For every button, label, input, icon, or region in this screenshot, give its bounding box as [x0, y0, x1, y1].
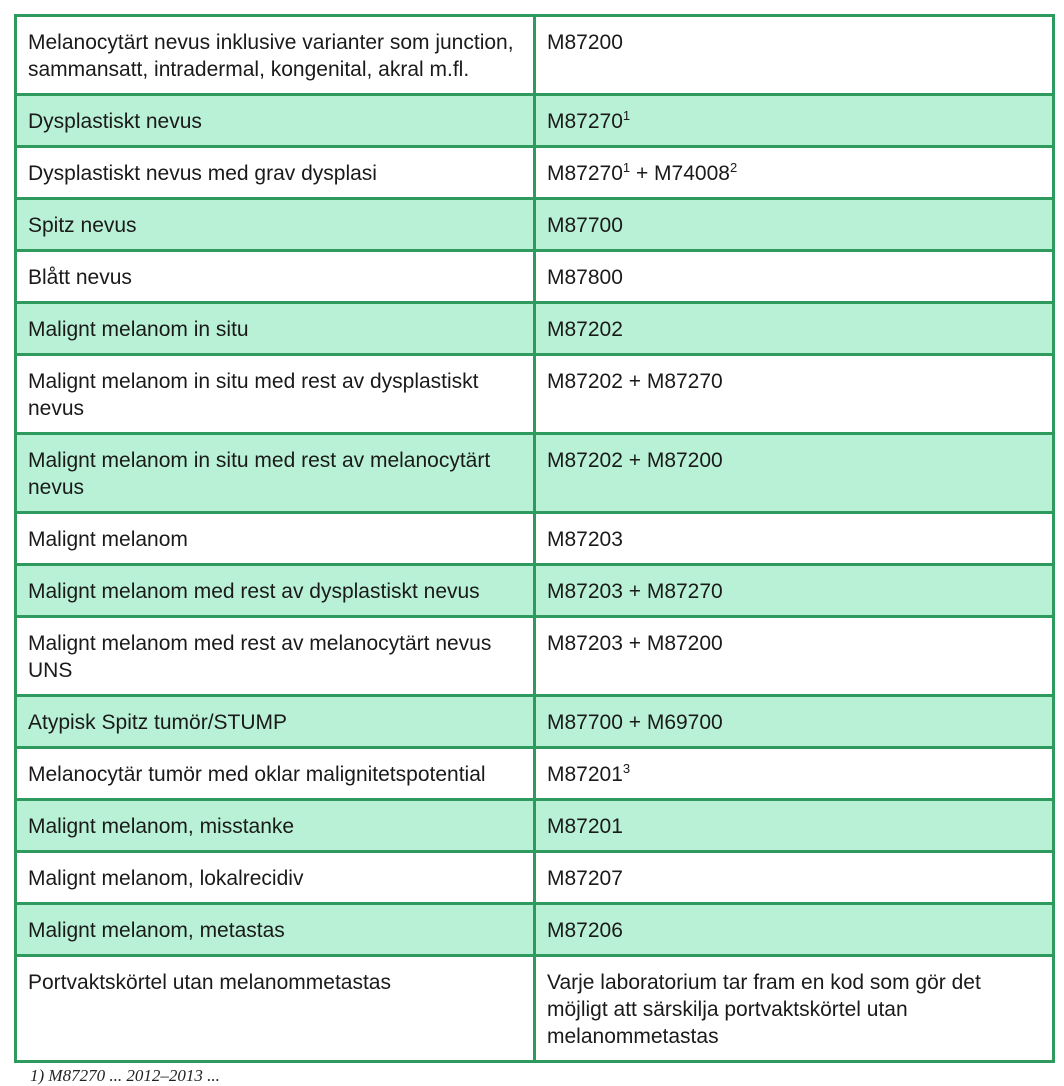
- diagnosis-text: Blått nevus: [28, 266, 132, 289]
- table-row: [16, 748, 1054, 800]
- diagnosis-cell: [16, 434, 535, 513]
- diagnosis-text: Atypisk Spitz tumör/STUMP: [28, 711, 288, 734]
- diagnosis-text: Spitz nevus: [28, 214, 137, 237]
- code-text: M87700: [547, 214, 623, 237]
- footnote-marker: 3: [622, 761, 631, 776]
- diagnosis-cell: [16, 904, 535, 956]
- code-text: M87800: [547, 266, 623, 289]
- code-text: M87202: [547, 318, 623, 341]
- diagnosis-text: Malignt melanom in situ med rest av melanocytärt nevus: [28, 449, 491, 499]
- diagnosis-cell: [16, 617, 535, 696]
- table-row: [16, 617, 1054, 696]
- table-row: [16, 565, 1054, 617]
- diagnosis-cell: [16, 565, 535, 617]
- diagnosis-cell: [16, 95, 535, 147]
- code-text: M87203: [547, 528, 623, 551]
- footnote: 1) M87270 ... 2012–2013 ...: [30, 1066, 220, 1085]
- code-cell: [535, 355, 1054, 434]
- diagnosis-text: Malignt melanom in situ: [28, 318, 249, 341]
- code-cell: [535, 16, 1054, 95]
- code-cell: [535, 565, 1054, 617]
- footnote-marker: 1: [622, 160, 631, 175]
- diagnosis-cell: [16, 696, 535, 748]
- code-cell: [535, 303, 1054, 355]
- diagnosis-cell: [16, 355, 535, 434]
- table-row: [16, 904, 1054, 956]
- table-row: [16, 355, 1054, 434]
- code-text: Varje laboratorium tar fram en kod som gör det möjligt att särskilja portvaktskörtel utan melanommetastas: [547, 971, 981, 1048]
- code-text: M87202 + M87270: [547, 370, 723, 393]
- code-cell: [535, 904, 1054, 956]
- diagnosis-text: Malignt melanom: [28, 528, 188, 551]
- code-cell: [535, 800, 1054, 852]
- diagnosis-text: Dysplastiskt nevus: [28, 110, 202, 133]
- code-cell: [535, 956, 1054, 1062]
- diagnosis-text: Melanocytär tumör med oklar malignitetspotential: [28, 763, 486, 786]
- code-cell: [535, 696, 1054, 748]
- code-text: M87201: [547, 815, 623, 838]
- diagnosis-text: Dysplastiskt nevus med grav dysplasi: [28, 162, 377, 185]
- diagnosis-text: Melanocytärt nevus inklusive varianter som junction, sammansatt, intradermal, kongenital, akral m.fl.: [28, 31, 514, 81]
- table-row: [16, 434, 1054, 513]
- table-row: [16, 513, 1054, 565]
- code-text: M87202 + M87200: [547, 449, 723, 472]
- table-row: [16, 800, 1054, 852]
- diagnosis-cell: [16, 16, 535, 95]
- diagnosis-cell: [16, 251, 535, 303]
- code-text: M87270: [547, 110, 623, 133]
- diagnosis-cell: [16, 513, 535, 565]
- diagnosis-cell: [16, 147, 535, 199]
- code-cell: [535, 147, 1054, 199]
- code-cell: [535, 852, 1054, 904]
- code-cell: [535, 617, 1054, 696]
- table-row: [16, 303, 1054, 355]
- code-text: M87206: [547, 919, 623, 942]
- diagnosis-cell: [16, 303, 535, 355]
- diagnosis-cell: [16, 800, 535, 852]
- diagnosis-text: Portvaktskörtel utan melanommetastas: [28, 971, 391, 994]
- diagnosis-text: Malignt melanom, misstanke: [28, 815, 295, 838]
- diagnosis-code-table: [14, 14, 1055, 1063]
- code-cell: [535, 748, 1054, 800]
- code-text: M87203 + M87270: [547, 580, 723, 603]
- table-row: [16, 852, 1054, 904]
- table-row: [16, 95, 1054, 147]
- diagnosis-text: Malignt melanom med rest av dysplastiskt nevus: [28, 580, 480, 603]
- diagnosis-text: Malignt melanom, metastas: [28, 919, 285, 942]
- code-cell: [535, 513, 1054, 565]
- table-row: [16, 147, 1054, 199]
- code-text: M87203 + M87200: [547, 632, 723, 655]
- diagnosis-cell: [16, 199, 535, 251]
- diagnosis-cell: [16, 748, 535, 800]
- footnote-marker: 2: [729, 160, 738, 175]
- table-row: [16, 956, 1054, 1062]
- code-text: M87201: [547, 763, 623, 786]
- diagnosis-text: Malignt melanom in situ med rest av dysplastiskt nevus: [28, 370, 479, 420]
- code-cell: [535, 95, 1054, 147]
- code-cell: [535, 199, 1054, 251]
- diagnosis-cell: [16, 956, 535, 1062]
- code-cell: [535, 251, 1054, 303]
- footnote-marker: 1: [622, 108, 631, 123]
- code-cell: [535, 434, 1054, 513]
- code-extra-text: + M74008: [630, 162, 730, 185]
- table-row: [16, 16, 1054, 95]
- table-row: [16, 251, 1054, 303]
- code-text: M87700 + M69700: [547, 711, 723, 734]
- table-body: [16, 16, 1054, 1062]
- code-text: M87207: [547, 867, 623, 890]
- diagnosis-text: Malignt melanom, lokalrecidiv: [28, 867, 304, 890]
- code-text: M87200: [547, 31, 623, 54]
- table-row: [16, 696, 1054, 748]
- diagnosis-text: Malignt melanom med rest av melanocytärt nevus UNS: [28, 632, 492, 682]
- code-text: M87270: [547, 162, 623, 185]
- table-row: [16, 199, 1054, 251]
- diagnosis-cell: [16, 852, 535, 904]
